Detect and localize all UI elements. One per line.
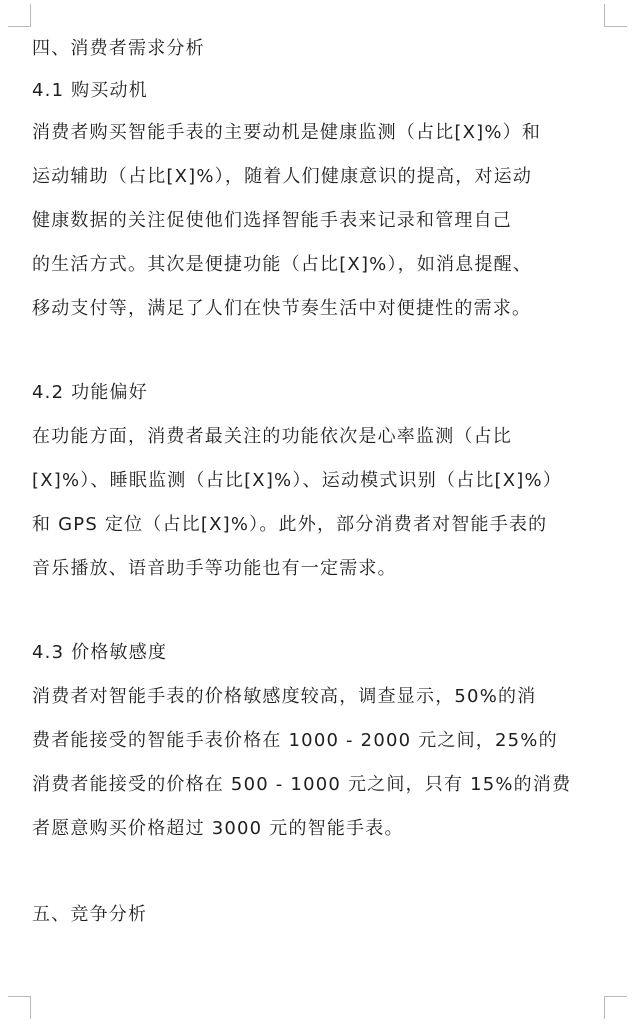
page-corner-mark-bottom-left bbox=[8, 996, 31, 1019]
paragraph-line: 音乐播放、语音助手等功能也有一定需求。 bbox=[32, 558, 397, 579]
subsection-heading-4-2: 4.2 功能偏好 bbox=[32, 382, 148, 403]
subsection-heading-4-1: 4.1 购买动机 bbox=[32, 80, 148, 101]
paragraph-line: 者愿意购买价格超过 3000 元的智能手表。 bbox=[32, 818, 404, 839]
paragraph-line: 运动辅助（占比[X]%），随着人们健康意识的提高，对运动 bbox=[32, 166, 533, 187]
paragraph-line: 健康数据的关注促使他们选择智能手表来记录和管理自己 bbox=[32, 210, 512, 231]
page-corner-mark-top-left bbox=[8, 4, 31, 27]
page-corner-mark-top-right bbox=[604, 4, 627, 27]
paragraph-line: 的生活方式。其次是便捷功能（占比[X]%），如消息提醒、 bbox=[32, 254, 533, 275]
page-corner-mark-bottom-right bbox=[604, 996, 627, 1019]
paragraph-line: 消费者对智能手表的价格敏感度较高，调查显示，50%的消 bbox=[32, 686, 537, 707]
section-heading-4: 四、消费者需求分析 bbox=[32, 38, 205, 59]
paragraph-line: [X]%）、睡眠监测（占比[X]%）、运动模式识别（占比[X]%） bbox=[32, 470, 563, 491]
subsection-heading-4-3: 4.3 价格敏感度 bbox=[32, 642, 168, 663]
paragraph-line: 消费者能接受的价格在 500 - 1000 元之间，只有 15%的消费 bbox=[32, 774, 572, 795]
paragraph-line: 在功能方面，消费者最关注的功能依次是心率监测（占比 bbox=[32, 426, 512, 447]
paragraph-line: 消费者购买智能手表的主要动机是健康监测（占比[X]%）和 bbox=[32, 122, 542, 143]
paragraph-line: 费者能接受的智能手表价格在 1000 - 2000 元之间，25%的 bbox=[32, 730, 558, 751]
paragraph-line: 移动支付等，满足了人们在快节奏生活中对便捷性的需求。 bbox=[32, 298, 532, 319]
paragraph-line: 和 GPS 定位（占比[X]%）。此外，部分消费者对智能手表的 bbox=[32, 514, 548, 535]
section-heading-5: 五、竞争分析 bbox=[32, 904, 148, 925]
